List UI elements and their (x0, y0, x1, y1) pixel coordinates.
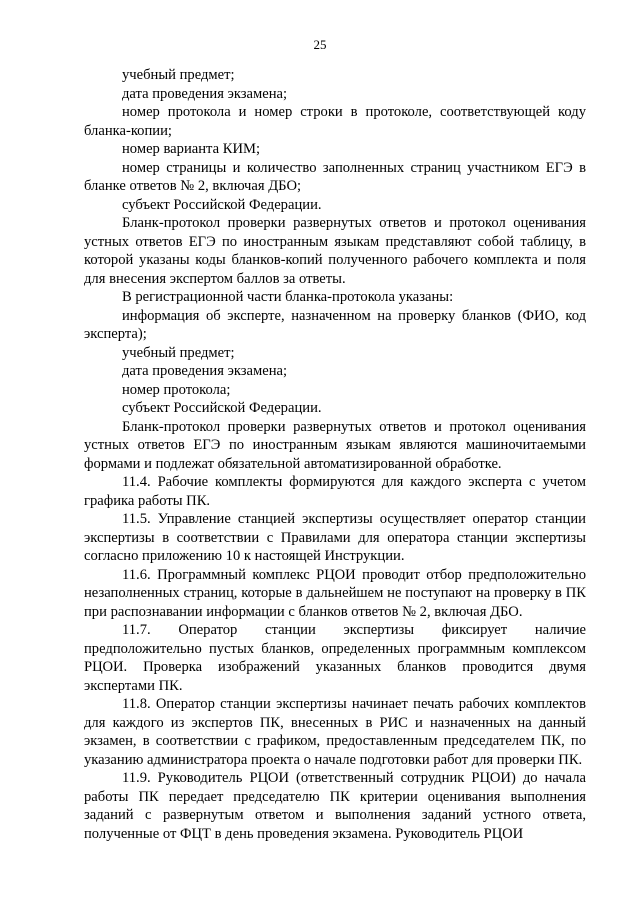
paragraph: информация об эксперте, назначенном на проверку бланков (ФИО, код эксперта); (84, 307, 586, 342)
page-number: 25 (313, 37, 327, 52)
paragraph: учебный предмет; (122, 67, 235, 83)
section-11-8: 11.8. Оператор станции экспертизы начинает печать рабочих комплектов для каждого из экспертов ПК, внесенных в РИС и назначенных на данный экзамен, в соответствии с графиком, предоставленным председателем ПК, по указанию администратора проекта о начале подготовки работ для проверки ПК. (84, 696, 586, 768)
section-11-7: 11.7. Оператор станции экспертизы фиксирует наличие предположительно пустых бланков, определенных программным комплексом РЦОИ. Проверка изображений указанных бланков проводится двумя экспертами ПК. (84, 622, 586, 694)
paragraph: Бланк-протокол проверки развернутых ответов и протокол оценивания устных ответов ЕГЭ по иностранным языкам являются машиночитаемыми формами и подлежат обязательной автоматизированной обработке. (84, 418, 586, 472)
section-11-6: 11.6. Программный комплекс РЦОИ проводит отбор предположительно незаполненных страниц, которые в дальнейшем не поступают на проверку в ПК при распознавании информации с бланков ответов № 2, включая ДБО. (84, 566, 586, 620)
paragraph: номер протокола; (122, 381, 231, 398)
paragraph: субъект Российской Федерации. (122, 196, 322, 213)
paragraph: номер протокола и номер строки в протоколе, соответствующей коду бланка-копии; (84, 104, 586, 139)
paragraph: номер страницы и количество заполненных страниц участником ЕГЭ в бланке ответов № 2, включая ДБО; (84, 159, 586, 194)
paragraph: номер варианта КИМ; (122, 141, 261, 157)
paragraph: дата проведения экзамена; (122, 363, 288, 379)
paragraph: дата проведения экзамена; (122, 85, 288, 102)
section-11-4: 11.4. Рабочие комплекты формируются для каждого эксперта с учетом графика работы ПК. (84, 474, 586, 509)
paragraph: Бланк-протокол проверки развернутых ответов и протокол оценивания устных ответов ЕГЭ по иностранным языкам представляют собой таблицу, в которой указаны коды бланков-копий полученного рабочего комплекта и поля для внесения экспертом баллов за ответы. (84, 215, 586, 287)
paragraph: учебный предмет; (122, 344, 235, 361)
section-11-5: 11.5. Управление станцией экспертизы осуществляет оператор станции экспертизы в соответствии с Правилами для оператора станции экспертизы согласно приложению 10 к настоящей Инструкции. (84, 511, 586, 564)
paragraph: субъект Российской Федерации. (122, 400, 322, 416)
section-11-9: 11.9. Руководитель РЦОИ (ответственный сотрудник РЦОИ) до начала работы ПК передает председателю ПК критерии оценивания выполнения заданий с развернутым ответом и выполнения заданий устного ответа, полученные от ФЦТ в день проведения экзамена. Руководитель РЦОИ (84, 770, 586, 842)
paragraph: В регистрационной части бланка-протокола указаны: (122, 289, 454, 305)
document-body (84, 66, 586, 843)
